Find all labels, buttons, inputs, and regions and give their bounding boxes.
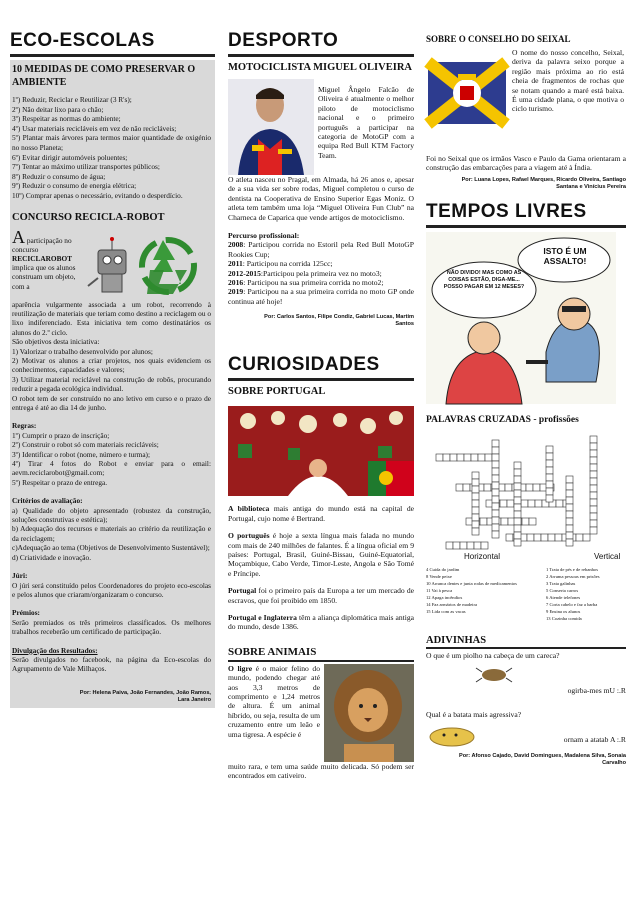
riddle-2: Qual é a batata mais agressiva? [426,709,522,719]
horizontal-label: Horizontal [464,551,501,561]
career-heading: Percurso profissional: [228,231,300,241]
prizes-text: Serão premiados os três primeiros classificados. Os melhores trabalhos receberão um certificado de participação. [12,617,211,637]
crossword-cell [590,499,597,506]
rule-item: 1º) Cumprir o prazo de inscrição; [12,430,110,440]
seixal-side-text: O nome do nosso concelho, Seixal, deriva da palavra seixo porque a região mais próxima ao rio está cheia de fragmentos de rochas que se notam quando a maré está baixa. É uma cidade plana, o que motiva o ciclo turismo. [512,48,624,114]
crossword-cell [548,534,555,541]
crossword-cell [522,518,529,525]
career-list [228,240,414,306]
crossword-cell [492,503,499,510]
measure-item: 7º) Tentar ao máximo utilizar transportes públicos; [12,162,160,172]
crossword-cell [472,500,479,507]
career-item [228,240,414,259]
riddle-1: O que é um piolho na cabeça de um careca? [426,650,560,660]
criterion-item: c)Adequação ao tema (Objetivos de Desenvolvimento Sustentável); [12,543,210,553]
animals-heading: SOBRE ANIMAIS [228,646,414,662]
crossword-cell [446,542,453,549]
answer-1: ogirba-mes mU :.R [567,686,626,696]
career-text: :Participou pela primeira vez no moto3; [260,268,382,278]
measure-item: 2º) Não deitar lixo para o chão; [12,104,104,114]
rider-intro-text: Miguel Ângelo Falcão de Oliveira é atualmente o melhor piloto de motociclismo nacional e o primeiro português a participar na categoria de MotoGP com a equipa Red Bull KTM Factory Team. [318,85,414,160]
career-year: 2011 [228,259,243,269]
crossword-cell [472,514,479,521]
contest-heading: CONCURSO RECICLA-ROBOT [12,211,165,223]
motorcyclist-intro [228,79,414,175]
crossword-cell [546,460,553,467]
eco-column [10,30,215,708]
crossword-cell [566,483,573,490]
seixal-flag-image [428,62,506,124]
crossword-cell [535,500,542,507]
rule-item: 4º) Tirar 4 fotos do Robot e enviar para o email: aevm.reciclarobot@gmail.com; [12,459,211,478]
crossword-cell [474,542,481,549]
career-item [228,259,414,268]
crossword-cell [546,453,553,460]
crossword-cell [457,454,464,461]
crossword-cell [583,534,590,541]
clue-item: 2 Arruma pessoas em prisões [546,573,600,579]
crossword-cell [485,454,492,461]
contest-intro-rest: aparência vulgarmente associada a um robot, recorrendo à reutilização de materiais que teriam como destino a reciclagem ou o lixo indiferenciado. Esta iniciativa tem como destinatários os alunos do 2.º ciclo. [12,299,211,337]
crossword-cell [566,518,573,525]
rider-photo [228,79,314,175]
louse-image [474,664,514,684]
crossword-cell [472,472,479,479]
crossword-cell [590,478,597,485]
crossword-clues [426,566,626,622]
fact-item [228,613,414,632]
answer-2: ornam a atatab A :.R [563,735,626,745]
career-year: 2019 [228,287,244,297]
career-text: : Participou na corrida 125cc; [242,259,333,269]
results-text: Serão divulgados no facebook, na página da Eco-escolas do Agrupamento de Vale Milhaços. [12,654,211,674]
crossword-cell [533,484,540,491]
fact-lead: Portugal e Inglaterra [228,612,297,622]
riddles-heading: ADIVINHAS [426,634,626,649]
horizontal-clues [426,566,520,622]
robbery-cartoon [426,232,616,404]
measures-list [12,95,211,201]
crossword-cell [492,461,499,468]
seixal-rest: Foi no Seixal que os irmãos Vasco e Paulo da Gama orientaram a construção das embarcações para a viagem até à Índia. [426,154,626,173]
measure-item: 8º) Reduzir o consumo de água; [12,171,106,181]
crossword-cell [464,454,471,461]
intro-side-text2: implica que os alunos construam um objeto, com a [12,263,76,291]
clue-item: 3 Trata galinhas [546,580,576,586]
crossword-cell [456,484,463,491]
crossword-cell [546,467,553,474]
liger-photo [324,664,414,762]
career-item [228,287,414,306]
crossword-cell [590,506,597,513]
intro-bold: RECICLAROBOT [12,253,73,263]
crossword-cell [514,532,521,539]
crossword-cell [478,454,485,461]
crossword-cell [566,532,573,539]
crossword-cell [492,489,499,496]
fact-item [228,531,414,578]
fact-text: têm a aliança diplomática mais antiga do mundo, desde 1386. [228,612,415,632]
crossword-cell [472,528,479,535]
crossword-cell [514,476,521,483]
crossword-cell [529,518,536,525]
crossword-cell [590,443,597,450]
crossword-cell [463,484,470,491]
career-item [228,278,414,287]
motorcyclist-heading: MOTOCICLISTA MIGUEL OLIVEIRA [228,62,412,73]
objective-item: 2) Motivar os alunos a criar projetos, nos quais evidenciem os conhecimentos, capacidades e valores; [12,355,211,375]
tempos-title: TEMPOS LIVRES [426,201,626,228]
crossword-cell [546,481,553,488]
criterion-item: a) Qualidade do objeto apresentado (robustez da construção, soluções construtivas e estética); [12,505,211,525]
crossword-cell [500,500,507,507]
measures-heading: 10 MEDIDAS DE COMO PRESERVAR O AMBIENTE [12,64,196,88]
crossword-cell [576,534,583,541]
clue-item: 1 Trata de pés e de rebanhos [546,566,599,572]
fact-text: mais antiga do mundo está na capital de Portugal, cujo nome é Bertrand. [228,504,414,523]
fact-text: é hoje a sexta língua mais falada no mundo com mais de 240 milhões de falantes. É a língua oficial em 9 países: Portugal, Brasil, Guiné-Bissau, Guiné-Equatorial, Moçambique, Cabo Verde, Timor-Leste, Angola e São Tomé e Príncipe. [228,531,415,578]
fact-item [228,586,414,605]
crossword-cell [492,482,499,489]
crossword-cell [492,454,499,461]
criterion-item: d) Criatividade e inovação. [12,552,92,562]
drop-cap: A [12,226,25,247]
crossword-cell [472,493,479,500]
contest-intro [12,226,211,300]
clue-item: 12 Apaga incêndios [426,594,463,600]
crossword-cell [492,496,499,503]
crossword-cell [514,469,521,476]
desporto-authors: Por: Carlos Santos, Filipe Condiz, Gabriel Lucas, Martim Santos [264,314,414,328]
crossword-cell [566,539,573,546]
seixal-authors: Por: Luana Lopes, Rafael Marques, Ricardo Oliveira, Santiago Santana e Vinícius Pereira [461,176,626,190]
results-heading: Divulgação dos Resultados: [12,645,98,655]
clue-item: 13 Cozinha comida [546,615,582,621]
eco-authors: Por: Helena Paiva, João Fernandes, João Ramos, Lara Janeiro [79,689,211,703]
crossword-cell [480,518,487,525]
clue-item: 15 Lida com as vacas [426,608,466,614]
rules-list [12,431,211,487]
eco-title: ECO-ESCOLAS [10,30,215,57]
clue-item: 6 Atende telefones [546,594,581,600]
objectives-list [12,347,211,394]
crossword-cell [590,492,597,499]
career-text: : Participou na a sua primeira corrida no moto GP onde continua até hoje! [228,287,414,306]
crossword-heading: PALAVRAS CRUZADAS - profissões [426,414,579,425]
robot-recycle-image [88,230,212,300]
clue-item: 8 Vende peixe [426,573,452,579]
crossword-cell [546,495,553,502]
fact-lead: O português [228,531,270,541]
crossword-cell [492,510,499,517]
career-item [228,269,414,278]
rule-item: 2º) Construir o robot só com materiais recicláveis; [12,440,159,450]
objective-item: 1) Valorizar o trabalho desenvolvido por alunos; [12,346,153,356]
objective-item: 3) Utilizar material reciclável na construção de robôs, procurando reduzir a pegada ecológica individual. [12,374,211,394]
crossword-cell [492,531,499,538]
crossword-cell [481,542,488,549]
animals-rest: muito rara, e tem uma saúde muito delicada. Só podem ser encontrados em cativeiro. [228,761,414,781]
crossword-cell [590,485,597,492]
fact-item [228,504,414,523]
crossword-cell [590,436,597,443]
measure-item: 10º) Comprar apenas o necessário, evitando o desperdício. [12,190,183,200]
desporto-column [228,30,414,781]
crossword-cell [453,542,460,549]
crossword-cell [527,534,534,541]
criteria-list [12,506,211,562]
crossword-cell [541,534,548,541]
vertical-label: Vertical [594,551,621,561]
rules-heading: Regras: [12,421,37,431]
crossword-cell [555,534,562,541]
crossword-cell [471,454,478,461]
crossword-cell [514,490,521,497]
crossword-cell [472,521,479,528]
objectives-heading: São objetivos desta iniciativa: [12,337,100,347]
crossword-cell [514,462,521,469]
seixal-heading: SOBRE O CONSELHO DO SEIXAL [426,34,571,44]
crossword-cell [521,500,528,507]
desporto-title: DESPORTO [228,30,414,57]
clue-item: 7 Corta cabelo e faz a barba [546,601,598,607]
fact-lead: Portugal [228,586,257,596]
rule-item: 3º) Identificar o robot (nome, número e turma); [12,449,151,459]
potato-image [428,725,476,747]
crossword-cell [590,471,597,478]
animals-block [228,664,414,762]
crossword-cell [492,524,499,531]
tempos-authors: Por: Afonso Cajado, David Domingues, Madalena Silva, Sonaia Carvalho [458,753,626,767]
crossword-cell [566,490,573,497]
crossword-cell [436,454,443,461]
crossword-cell [566,511,573,518]
crossword-cell [514,504,521,511]
intro-side-text: participação no concurso [12,235,72,254]
crossword-cell [514,525,521,532]
crossword-cell [484,484,491,491]
cartoon-bubble-2: NÃO DIVIDO! MAS COMO AS COISAS ESTÃO, DIGA-ME... POSSO PAGAR EM 12 MESES? [443,269,525,290]
animals-side: é o maior felino do mundo, podendo chegar até aos 3,3 metros de comprimento e 1,24 metros de altura. É um animal híbrido, ou seja, resulta de um cruzamento entre um leão e uma tigresa. A espécie é [228,663,320,739]
crossword-cell [492,517,499,524]
clue-item: 14 Faz armários de madeira [426,601,478,607]
portugal-food-image [228,406,414,496]
measure-item: 9º) Reduzir o consumo de energia elétrica; [12,181,137,191]
career-year: 2016 [228,278,244,288]
crossword-cell [590,464,597,471]
crossword-cell [546,446,553,453]
animals-side-text [228,664,320,739]
crossword-cell [534,534,541,541]
crossword-cell [566,497,573,504]
crossword-cell [492,475,499,482]
crossword-cell [506,534,513,541]
crossword-cell [526,484,533,491]
career-text: : Participou na sua primeira corrida no moto2; [243,278,384,288]
crossword-cell [590,527,597,534]
crossword-grid [426,432,621,562]
crossword-cell [492,440,499,447]
deadline-text: O robot tem de ser construído no ano letivo em curso e o prazo de entrega é até ao dia 14 de junho. [12,393,211,412]
portugal-facts [228,504,414,631]
crossword-cell [472,507,479,514]
crossword-cell [514,483,521,490]
crossword-cell [546,488,553,495]
crossword-cell [514,539,521,546]
crossword-cell [590,520,597,527]
crossword-cell [492,447,499,454]
contest-intro-side [12,226,86,291]
crossword-cell [514,511,521,518]
clue-item: 11 Vai à pesca [426,587,453,593]
crossword-cell [566,504,573,511]
crossword-cell [590,457,597,464]
crossword-cell [472,479,479,486]
crossword-cell [501,518,508,525]
measure-item: 4º) Usar materiais recicláveis em vez de não recicláveis; [12,123,177,133]
clue-item: 9 Ensina os alunos [546,608,581,614]
crossword-cell [450,454,457,461]
measures-box [10,60,215,708]
measure-item: 3º) Respeitar as normas do ambiente; [12,114,121,124]
jury-heading: Júri: [12,571,28,581]
crossword-cell [590,513,597,520]
criteria-heading: Critérios de avaliação: [12,496,83,506]
clue-item: 4 Cuida do jardim [426,566,460,572]
crossword-cell [507,500,514,507]
jury-text: O júri será constituído pelos Coordenadores do projeto eco-escolas e pelos alunos que criaram/organizaram o concurso. [12,580,211,599]
measure-item: 1º) Reduzir, Reciclar e Reutilizar (3 R's); [12,95,132,104]
crossword-cell [443,454,450,461]
crossword-cell [514,497,521,504]
crossword-cell [460,542,467,549]
crossword-cell [467,542,474,549]
vertical-clues [546,566,626,622]
cartoon-bubble-1: ISTO É UM ASSALTO! [543,245,587,266]
rule-item: 5º) Respeitar o prazo de entrega. [12,477,108,487]
clue-item: 5 Conserta carros [546,587,579,593]
career-year: 2012-2015 [228,268,261,278]
crossword-cell [505,484,512,491]
crossword-cell [546,474,553,481]
crossword-cell [492,468,499,475]
crossword-cell [556,500,563,507]
measure-item: 5º) Plantar mais árvores para termos maior quantidade de oxigénio no nosso Planeta; [12,133,211,152]
fact-text: foi o primeiro país da Europa a ter um mercado de escravos, que foi proibido em 1850. [228,586,414,605]
prizes-heading: Prémios: [12,608,40,618]
crossword-cell [566,476,573,483]
criterion-item: b) Adequação dos recursos e materiais ao critério da reutilização e da reciclagem; [12,524,211,543]
crossword-cell [528,500,535,507]
curiosidades-title: CURIOSIDADES [228,354,414,381]
right-column [426,33,626,767]
crossword-cell [566,525,573,532]
career-year: 2008 [228,240,244,250]
fact-lead: A biblioteca [228,504,270,514]
clue-item: 10 Arranca dentes e junta rodas de medicamentos [426,580,517,586]
animals-lead: O ligre [228,663,253,673]
portugal-heading: SOBRE PORTUGAL [228,386,326,398]
riddle-2-row [426,719,626,749]
crossword-cell [590,450,597,457]
measure-item: 6º) Evitar dirigir automóveis poluentes; [12,152,128,162]
crossword-cell [514,518,521,525]
seixal-block [426,48,626,146]
career-text: : Participou corrida no Estoril pela Red Bull MotoGP Rookies Cup; [228,240,414,259]
crossword-cell [472,486,479,493]
rider-bio: O atleta nasceu no Pragal, em Almada, há 26 anos e, apesar de a sua vida ser sobre rodas, Miguel completou o curso de dentista na Cooperativa de Ensino Superior Egas Moniz. O atleta tem também uma loja “Miguel Oliveira Fun Club” na Charneca de Caparica que vende artigos de motociclismo. [228,175,414,222]
